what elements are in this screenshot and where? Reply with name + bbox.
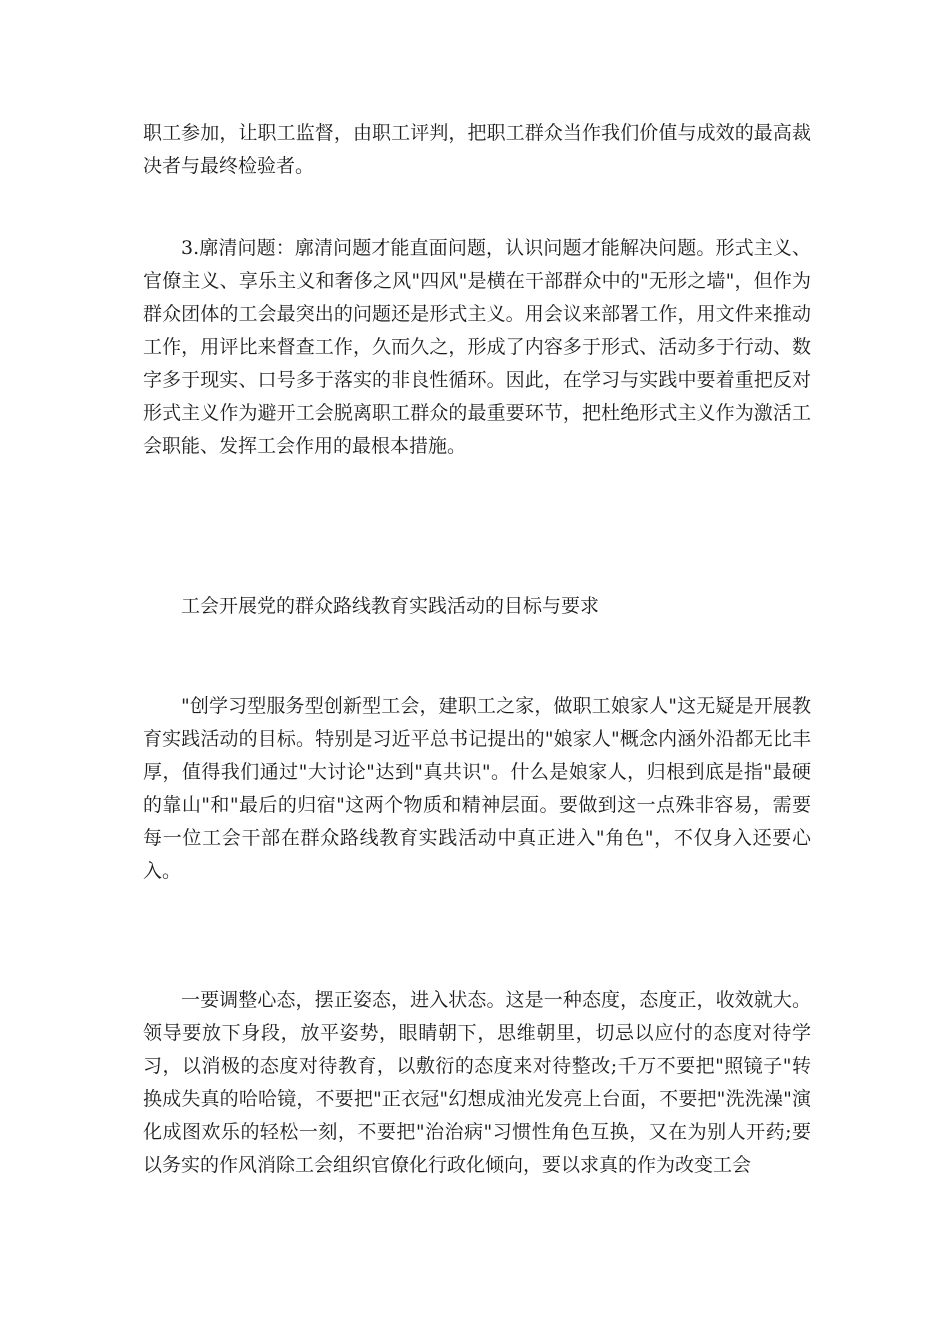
paragraph-goal: "创学习型服务型创新型工会，建职工之家，做职工娘家人"这无疑是开展教育实践活动的目标。特别是习近平总书记提出的"娘家人"概念内涵外沿都无比丰厚，值得我们通过"大讨论"达到"真共识"。什么是娘家人，归根到底是指"最硬的靠山"和"最后的归宿"这两个物质和精神层面。要做到这一点殊非容易，需要每一位工会干部在群众路线教育实践活动中真正进入"角色"，不仅身入还要心入。 [143, 695, 811, 882]
paragraph-clarify-problems: 3.廓清问题：廓清问题才能直面问题，认识问题才能解决问题。形式主义、官僚主义、享乐主义和奢侈之风"四风"是横在干部群众中的"无形之墙"，但作为群众团体的工会最突出的问题还是形式主义。用会议来部署工作，用文件来推动工作，用评比来督查工作，久而久之，形成了内容多于形式、活动多于行动、数字多于现实、口号多于落实的非良性循环。因此，在学习与实践中要着重把反对形式主义作为避开工会脱离职工群众的最重要环节，把杜绝形式主义作为激活工会职能、发挥工会作用的最根本措施。 [143, 237, 811, 457]
paragraph-requirement-one: 一要调整心态，摆正姿态，进入状态。这是一种态度，态度正，收效就大。领导要放下身段，放平姿势，眼睛朝下，思维朝里，切忌以应付的态度对待学习，以消极的态度对待教育，以敷衍的态度来对待整改;千万不要把"照镜子"转换成失真的哈哈镜，不要把"正衣冠"幻想成油光发亮上台面，不要把"洗洗澡"演化成图欢乐的轻松一刻，不要把"治治病"习惯性角色互换，又在为别人开药;要以务实的作风消除工会组织官僚化行政化倾向，要以求真的作为改变工会 [143, 989, 811, 1176]
section-heading: 工会开展党的群众路线教育实践活动的目标与要求 [181, 595, 600, 617]
paragraph-continuation: 职工参加，让职工监督，由职工评判，把职工群众当作我们价值与成效的最高裁决者与最终检验者。 [143, 122, 811, 177]
